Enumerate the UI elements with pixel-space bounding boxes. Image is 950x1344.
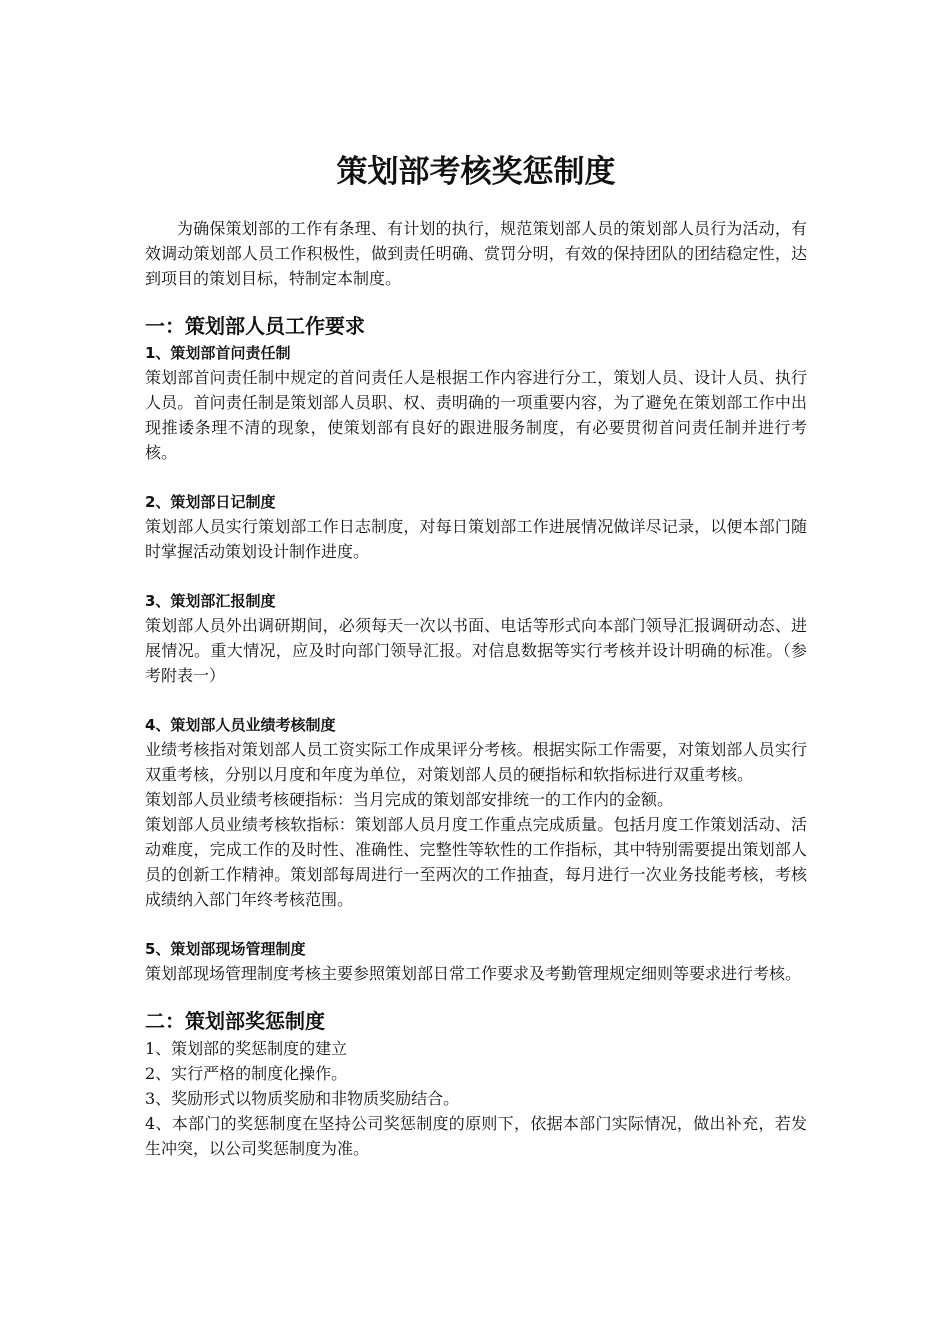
item-4-paragraph-2: 策划部人员业绩考核硬指标：当月完成的策划部安排统一的工作内的金额。 [145, 790, 674, 809]
item-2-paragraph: 策划部人员实行策划部工作日志制度，对每日策划部工作进展情况做详尽记录，以便本部门随时掌握活动策划设计制作进度。 [145, 517, 807, 561]
section-1-item-1 [145, 341, 807, 465]
section-1-item-4 [145, 713, 807, 912]
intro-paragraph: 为确保策划部的工作有条理、有计划的执行，规范策划部人员的策划部人员行为活动，有效调动策划部人员工作积极性，做到责任明确、赏罚分明，有效的保持团队的团结稳定性，达到项目的策划目标，特制定本制度。 [145, 219, 807, 288]
item-1-paragraph: 策划部首问责任制中规定的首问责任人是根据工作内容进行分工，策划人员、设计人员、执行人员。首问责任制是策划部人员职、权、责明确的一项重要内容，为了避免在策划部工作中出现推诿条理不清的现象，使策划部有良好的跟进服务制度，有必要贯彻首问责任制并进行考核。 [145, 368, 807, 462]
item-4-paragraph-1: 业绩考核指对策划部人员工资实际工作成果评分考核。根据实际工作需要，对策划部人员实行双重考核，分别以月度和年度为单位，对策划部人员的硬指标和软指标进行双重考核。 [145, 740, 807, 784]
section-1-item-2 [145, 490, 807, 564]
item-2-heading: 2、策划部日记制度 [145, 493, 276, 511]
section-2-list-item: 3、奖励形式以物质奖励和非物质奖励结合。 [145, 1089, 460, 1108]
document-title: 策划部考核奖惩制度 [336, 154, 616, 190]
item-5-paragraph: 策划部现场管理制度考核主要参照策划部日常工作要求及考勤管理规定细则等要求进行考核。 [145, 964, 802, 983]
item-5-heading: 5、策划部现场管理制度 [145, 940, 306, 958]
item-3-paragraph: 策划部人员外出调研期间，必须每天一次以书面、电话等形式向本部门领导汇报调研动态、进展情况。重大情况，应及时向部门领导汇报。对信息数据等实行考核并设计明确的标准。（参考附表一） [145, 616, 807, 685]
item-3-heading: 3、策划部汇报制度 [145, 592, 276, 610]
section-1-heading: 一：策划部人员工作要求 [145, 314, 365, 338]
section-1-item-3 [145, 589, 807, 688]
document-content [145, 150, 807, 1161]
section-2-list-item: 1、策划部的奖惩制度的建立 [145, 1039, 348, 1058]
section-2-list-item: 4、本部门的奖惩制度在坚持公司奖惩制度的原则下，依据本部门实际情况，做出补充，若发生冲突，以公司奖惩制度为准。 [145, 1114, 807, 1158]
section-2-heading: 二：策划部奖惩制度 [145, 1009, 325, 1033]
item-4-paragraph-3: 策划部人员业绩考核软指标：策划部人员月度工作重点完成质量。包括月度工作策划活动、活动难度，完成工作的及时性、准确性、完整性等软性的工作指标，其中特别需要提出策划部人员的创新工作精神。策划部每周进行一至两次的工作抽查，每月进行一次业务技能考核，考核成绩纳入部门年终考核范围。 [145, 815, 807, 909]
section-2-list [145, 1036, 807, 1161]
item-1-heading: 1、策划部首问责任制 [145, 344, 291, 362]
section-2-list-item: 2、实行严格的制度化操作。 [145, 1064, 348, 1083]
section-1-item-5 [145, 937, 807, 986]
item-4-heading: 4、策划部人员业绩考核制度 [145, 716, 336, 734]
